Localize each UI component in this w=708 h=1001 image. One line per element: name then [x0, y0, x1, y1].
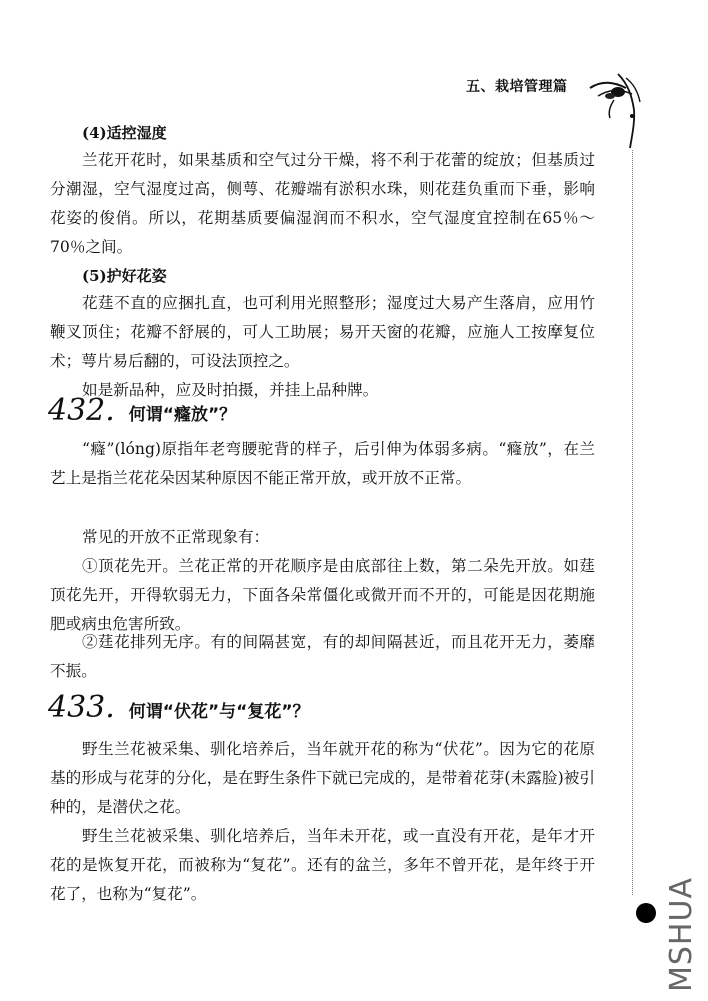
- paragraph: 兰花开花时，如果基质和空气过分干燥，将不利于花蕾的绽放；但基质过分潮湿，空气湿度过高，侧萼、花瓣端有淤积水珠，则花莛负重而下垂，影响花姿的俊俏。所以，花期基质要偏湿润而不积水，空气湿度宜控制在65％～70％之间。: [50, 151, 595, 256]
- orchid-icon: [588, 66, 644, 150]
- paragraph: ②莛花排列无序。有的间隔甚宽，有的却间隔甚近，而且花开无力，萎靡不振。: [50, 633, 595, 680]
- question-number: 433.: [48, 690, 115, 725]
- margin-dotted-rule: [632, 150, 633, 895]
- question-heading: [48, 690, 310, 725]
- question-title: 何谓“伏花”与“复花”？: [128, 702, 310, 722]
- paragraph: “癃”(lóng)原指年老弯腰驼背的样子，后引伸为体弱多病。“癃放”，在兰艺上是指兰花花朵因某种原因不能正常开放，或开放不正常。: [50, 440, 595, 487]
- watermark: [660, 874, 704, 994]
- question-number: 432.: [48, 393, 115, 428]
- paragraph: 常见的开放不正常现象有：: [82, 528, 270, 546]
- question-heading: [48, 393, 236, 428]
- question-title: 何谓“癃放”？: [128, 405, 237, 425]
- page-marker-dot: [636, 903, 656, 923]
- watermark-text: MSHUA: [664, 877, 699, 992]
- section-title: 五、栽培管理篇: [466, 79, 568, 95]
- subheading-humidity: (4)适控湿度: [82, 124, 167, 142]
- paragraph: 野生兰花被采集、驯化培养后，当年就开花的称为“伏花”。因为它的花原基的形成与花芽的分化，是在野生条件下就已完成的，是带着花芽(未露脸)被引种的，是潜伏之花。: [50, 740, 595, 816]
- paragraph: 花莛不直的应捆扎直，也可利用光照整形；湿度过大易产生落肩，应用竹鞭叉顶住；花瓣不舒展的，可人工助展；易开天窗的花瓣，应施人工按摩复位术；萼片易后翻的，可设法顶控之。: [50, 294, 595, 370]
- paragraph: 如是新品种，应及时拍摄，并挂上品种牌。: [82, 381, 379, 399]
- paragraph: 野生兰花被采集、驯化培养后，当年未开花，或一直没有开花，是年才开花的是恢复开花，而被称为“复花”。还有的盆兰，多年不曾开花，是年终于开花了，也称为“复花”。: [50, 827, 595, 903]
- paragraph: ①顶花先开。兰花正常的开花顺序是由底部往上数，第二朵先开放。如莛顶花先开，开得软弱无力，下面各朵常僵化或微开而不开的，可能是因花期施肥或病虫危害所致。: [50, 557, 595, 633]
- subheading-flower-posture: (5)护好花姿: [82, 267, 167, 285]
